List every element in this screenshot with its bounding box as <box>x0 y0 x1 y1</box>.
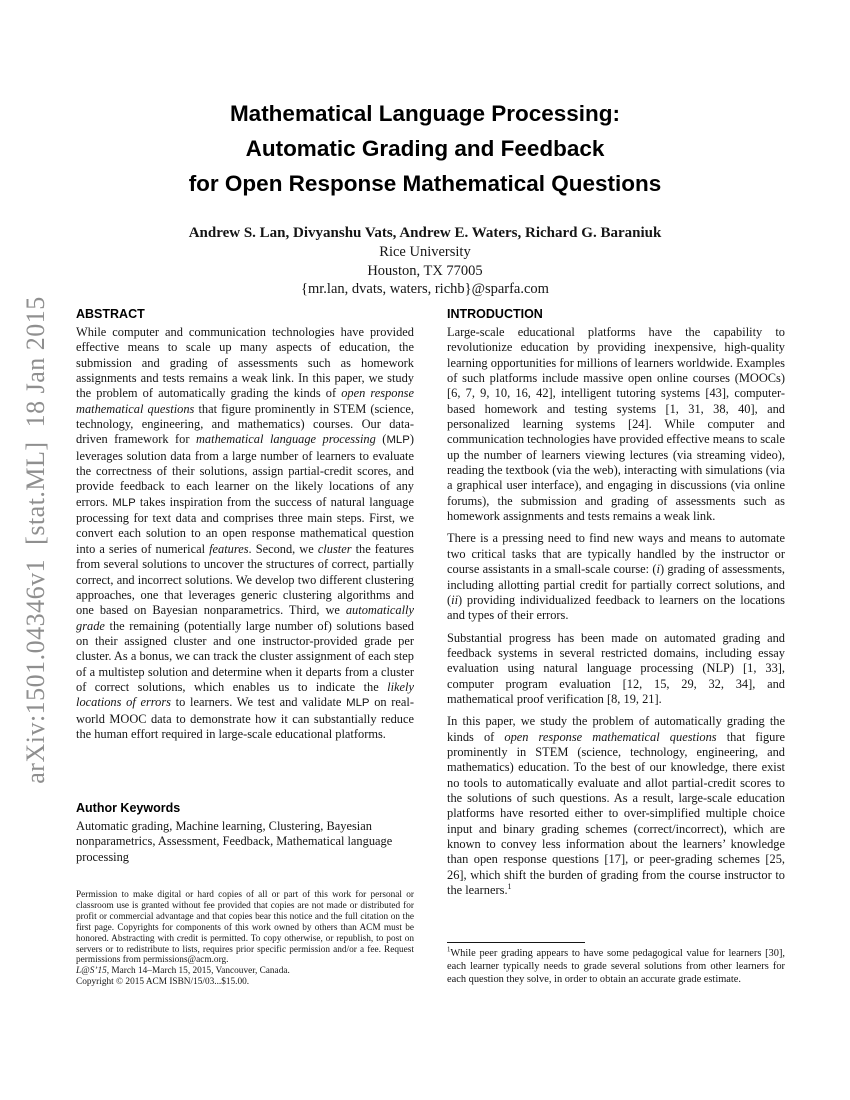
copyright-line: Copyright © 2015 ACM ISBN/15/03...$15.00. <box>76 977 250 988</box>
permission-note <box>76 890 414 988</box>
intro-paragraph-1: Large-scale educational platforms have the capability to revolutionize education by providing inexpensive, high-quality learning opportunities for millions of learners worldwide. Examples of such platforms include massive open online courses (MOOCs) [6, 7, 9, 10, 16, 42], intelligent tutoring systems [43], computer-based homework and testing systems [1, 31, 38, 40], and personalized learning systems [24]. While computer and communication technologies have provided effective means to scale up the number of learners viewing lectures (via streaming video), reading the textbook (via the web), interacting with simulations (via a graphical user interface), and engaging in discussions (via online forums), the submission and grading of assessments such as homework assignments and tests remains a weak link. <box>447 325 785 524</box>
address: Houston, TX 77005 <box>367 262 483 279</box>
paper-title <box>0 96 850 201</box>
title-line-1: Mathematical Language Processing: <box>229 101 621 126</box>
footnote-section <box>447 942 785 986</box>
title-line-2: Automatic Grading and Feedback <box>245 136 605 161</box>
permission-body: Permission to make digital or hard copies of all or part of this work for personal or classroom use is granted without fee provided that copies are not made or distributed for profit or commercial advantage and that copies bear this notice and the full citation on the first page. Copyrights for components of this work owned by others than ACM must be honored. Abstracting with credit is permitted. To copy otherwise, or republish, to post on servers or to redistribute to lists, requires prior specific permission and/or a fee. Request permissions from permissions@acm.org. <box>76 890 414 966</box>
keywords-section <box>76 800 414 890</box>
authors-line: Andrew S. Lan, Divyanshu Vats, Andrew E. Waters, Richard G. Baraniuk <box>188 225 662 241</box>
introduction-section <box>447 306 785 942</box>
arxiv-watermark: arXiv:1501.04346v1 [stat.ML] 18 Jan 2015 <box>21 296 50 784</box>
paper-header <box>0 0 850 299</box>
affiliation: Rice University <box>379 244 471 260</box>
email-line: {mr.lan, dvats, waters, richb}@sparfa.com <box>301 281 549 297</box>
conference-line: L@S’15, March 14–March 15, 2015, Vancouver, Canada. <box>76 966 290 977</box>
keywords-body: Automatic grading, Machine learning, Clustering, Bayesian nonparametrics, Assessment, Feedback, Mathematical language processing <box>76 819 393 864</box>
intro-paragraph-2: There is a pressing need to find new ways and means to automate two critical tasks that are typically handled by the instructor or course assistants in a small-scale course: (i) grading of assessments, including allotting partial credit for partially correct solutions, and (ii) providing individualized feedback to learners on the locations and types of their errors. <box>447 531 785 623</box>
keywords-heading: Author Keywords <box>76 801 181 815</box>
intro-paragraph-3: Substantial progress has been made on automated grading and feedback systems in several restricted domains, including essay evaluation using natural language processing (NLP) [1, 33], computer program evaluation [12, 15, 29, 32, 34], and mathematical proof verification [8, 19, 21]. <box>447 630 785 706</box>
footnote-text: $^1$While peer grading appears to have some pedagogical value for learners [30], each learner typically needs to grade several solutions from other learners for each question they solve, in order to obtain an accurate grade estimate. <box>447 946 785 985</box>
right-column <box>447 306 785 986</box>
title-line-3: for Open Response Mathematical Questions <box>188 171 662 196</box>
intro-paragraph-4: In this paper, we study the problem of automatically grading the kinds of open response mathematical questions that figure prominently in STEM (science, technology, engineering, and mathematics) education. To the best of our knowledge, there exist no tools to automatically evaluate and allot partial-credit scores to the solutions of such questions. As a result, large-scale education platforms have resorted either to over-simplified multiple choice input and binary grading schemes (correct/incorrect), which are known to convey less information about the learners’ knowledge than open response questions [17], or peer-grading schemes [25, 26], which shift the burden of grading from the course instructor to the learners.$^1$ <box>447 714 785 898</box>
footnote-rule <box>447 942 585 943</box>
introduction-heading: INTRODUCTION <box>447 307 543 321</box>
abstract-body: While computer and communication technologies have provided effective means to scale up many aspects of education, the submission and grading of assessments such as homework assignments and tests remains a weak link. In this paper, we study the problem of automatically grading the kinds of open response mathematical questions that figure prominently in STEM (science, technology, engineering, and mathematics) courses. Our data-driven framework for mathematical language processing (MLP) leverages solution data from a large number of learners to evaluate the correctness of their solutions, assign partial-credit scores, and provide feedback to each learner on the likely locations of any errors. MLP takes inspiration from the success of natural language processing for text data and comprises three main steps. First, we convert each solution to an open response mathematical question into a series of numerical features. Second, we cluster the features from several solutions to uncover the structures of correct, partially correct, and incorrect solutions. We develop two different clustering approaches, one that leverages generic clustering algorithms and one based on Bayesian nonparametrics. Third, we automatically grade the remaining (potentially large number of) solutions based on their assigned cluster and one instructor-provided grade per cluster. As a bonus, we can track the cluster assignment of each step of a multistep solution and determine when it departs from a cluster of correct solutions, which enables us to indicate the likely locations of errors to learners. We test and validate MLP on real-world MOOC data to demonstrate how it can substantially reduce the human effort required in large-scale educational platforms. <box>76 325 415 741</box>
abstract-heading: ABSTRACT <box>76 307 145 321</box>
abstract-section <box>76 306 414 800</box>
left-column <box>76 306 414 988</box>
